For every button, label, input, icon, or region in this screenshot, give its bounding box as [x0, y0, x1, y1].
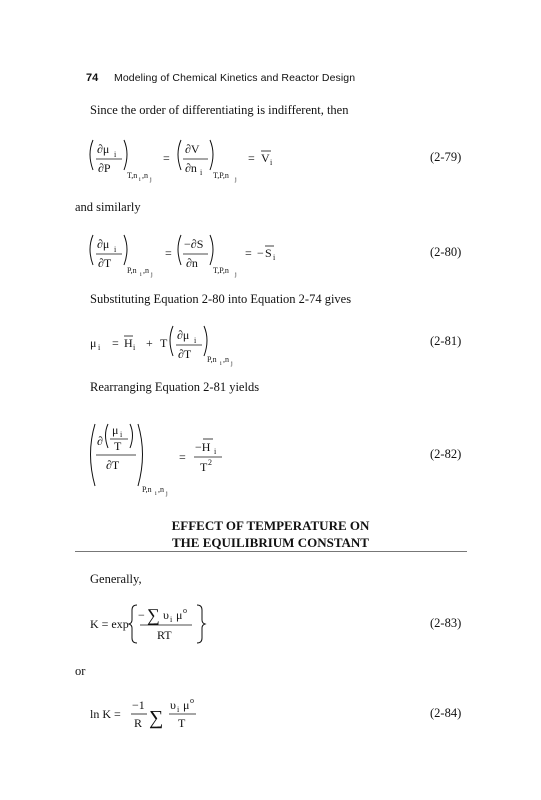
- svg-text:ln K =: ln K =: [90, 707, 121, 721]
- svg-text:i: i: [155, 491, 157, 497]
- paragraph-intro: Since the order of differentiating is indifferent, then: [90, 103, 349, 117]
- svg-text:i: i: [120, 430, 123, 439]
- paragraph-generally: Generally,: [90, 572, 142, 586]
- svg-text:j: j: [150, 177, 152, 183]
- svg-text:∂μ: ∂μ: [177, 328, 190, 342]
- svg-text:∂n: ∂n: [185, 161, 197, 175]
- svg-text:∂T: ∂T: [98, 256, 112, 270]
- svg-text:i: i: [200, 168, 203, 177]
- svg-text:2: 2: [208, 458, 212, 467]
- svg-text:μ: μ: [90, 336, 97, 350]
- equation-2-84: [86, 694, 216, 738]
- svg-text:∑: ∑: [147, 605, 160, 625]
- svg-text:∂T: ∂T: [106, 458, 120, 472]
- equation-number-2-81: (2-81): [430, 334, 462, 348]
- svg-text:K = exp: K = exp: [90, 617, 129, 631]
- svg-text:i: i: [114, 245, 117, 254]
- svg-text:∂μ: ∂μ: [97, 237, 110, 251]
- paragraph-or: or: [75, 664, 86, 678]
- svg-text:P,n: P,n: [127, 266, 137, 275]
- svg-text:P,n: P,n: [207, 355, 217, 364]
- equation-2-81: [86, 322, 256, 370]
- svg-text:i: i: [273, 253, 276, 262]
- svg-text:υ: υ: [170, 698, 176, 712]
- section-heading-line-2: THE EQUILIBRIUM CONSTANT: [172, 535, 369, 550]
- equation-2-82: [86, 420, 266, 500]
- equation-2-80: [86, 231, 286, 283]
- svg-text:o: o: [190, 696, 194, 705]
- section-rule: [75, 551, 467, 552]
- svg-text:j: j: [235, 177, 237, 183]
- svg-text:H: H: [124, 336, 133, 350]
- svg-text:∂n: ∂n: [186, 256, 198, 270]
- svg-text:i: i: [140, 272, 142, 278]
- svg-text:μ: μ: [112, 423, 119, 437]
- svg-text:−: −: [138, 608, 145, 622]
- svg-text:μ: μ: [176, 608, 183, 622]
- svg-text:i: i: [270, 158, 273, 167]
- svg-text:,n: ,n: [223, 355, 229, 364]
- equation-number-2-83: (2-83): [430, 616, 462, 630]
- svg-text:,n: ,n: [158, 485, 164, 494]
- svg-text:−: −: [257, 246, 264, 260]
- svg-text:∂P: ∂P: [98, 161, 111, 175]
- paragraph-substituting: Substituting Equation 2-80 into Equation 2-74 gives: [90, 292, 352, 306]
- svg-text:,n: ,n: [143, 266, 149, 275]
- section-heading-line-1: EFFECT OF TEMPERATURE ON: [171, 518, 370, 533]
- svg-text:T: T: [114, 439, 122, 453]
- svg-text:μ: μ: [183, 698, 190, 712]
- equation-2-83: [86, 602, 226, 648]
- svg-text:j: j: [166, 491, 168, 497]
- running-title: Modeling of Chemical Kinetics and Reactor Design: [114, 72, 356, 84]
- svg-text:i: i: [139, 177, 141, 183]
- svg-text:i: i: [98, 343, 101, 352]
- svg-text:V: V: [261, 151, 270, 165]
- svg-text:T: T: [178, 716, 186, 730]
- svg-text:+: +: [146, 336, 153, 350]
- svg-text:i: i: [133, 343, 136, 352]
- svg-text:=: =: [248, 151, 255, 165]
- svg-text:i: i: [170, 615, 173, 624]
- svg-text:i: i: [214, 447, 217, 456]
- svg-text:T,P,n: T,P,n: [213, 171, 229, 180]
- svg-text:,n: ,n: [142, 171, 148, 180]
- svg-text:i: i: [114, 150, 117, 159]
- svg-text:R: R: [134, 716, 143, 730]
- svg-text:∂V: ∂V: [185, 142, 200, 156]
- equation-number-2-82: (2-82): [430, 447, 462, 461]
- svg-text:∂: ∂: [97, 434, 103, 448]
- svg-text:j: j: [151, 272, 153, 278]
- svg-text:T: T: [200, 460, 208, 474]
- svg-text:i: i: [220, 361, 222, 367]
- svg-text:j: j: [235, 272, 237, 278]
- paragraph-rearranging: Rearranging Equation 2-81 yields: [90, 380, 260, 394]
- equation-number-2-84: (2-84): [430, 706, 462, 720]
- svg-text:P,n: P,n: [142, 485, 152, 494]
- svg-text:−H: −H: [195, 440, 211, 454]
- svg-text:T: T: [160, 336, 168, 350]
- svg-text:=: =: [112, 336, 119, 350]
- svg-text:∂μ: ∂μ: [97, 142, 110, 156]
- page-number: 74: [86, 72, 99, 84]
- svg-text:T,P,n: T,P,n: [213, 266, 229, 275]
- svg-text:RT: RT: [157, 628, 172, 642]
- svg-text:=: =: [245, 246, 252, 260]
- paragraph-similarly: and similarly: [75, 200, 141, 214]
- svg-text:−1: −1: [132, 698, 145, 712]
- svg-text:i: i: [177, 705, 180, 714]
- svg-text:=: =: [179, 450, 186, 464]
- svg-text:j: j: [231, 361, 233, 367]
- svg-text:=: =: [165, 246, 172, 260]
- svg-text:S: S: [265, 246, 272, 260]
- equation-2-79: [86, 136, 286, 188]
- svg-text:=: =: [163, 151, 170, 165]
- equation-number-2-79: (2-79): [430, 150, 462, 164]
- svg-text:−∂S: −∂S: [184, 237, 204, 251]
- svg-text:i: i: [194, 336, 197, 345]
- svg-text:T,n: T,n: [127, 171, 138, 180]
- svg-text:∑: ∑: [149, 707, 164, 729]
- svg-text:υ: υ: [163, 608, 169, 622]
- svg-text:o: o: [183, 606, 187, 615]
- svg-text:∂T: ∂T: [178, 347, 192, 361]
- equation-number-2-80: (2-80): [430, 245, 462, 259]
